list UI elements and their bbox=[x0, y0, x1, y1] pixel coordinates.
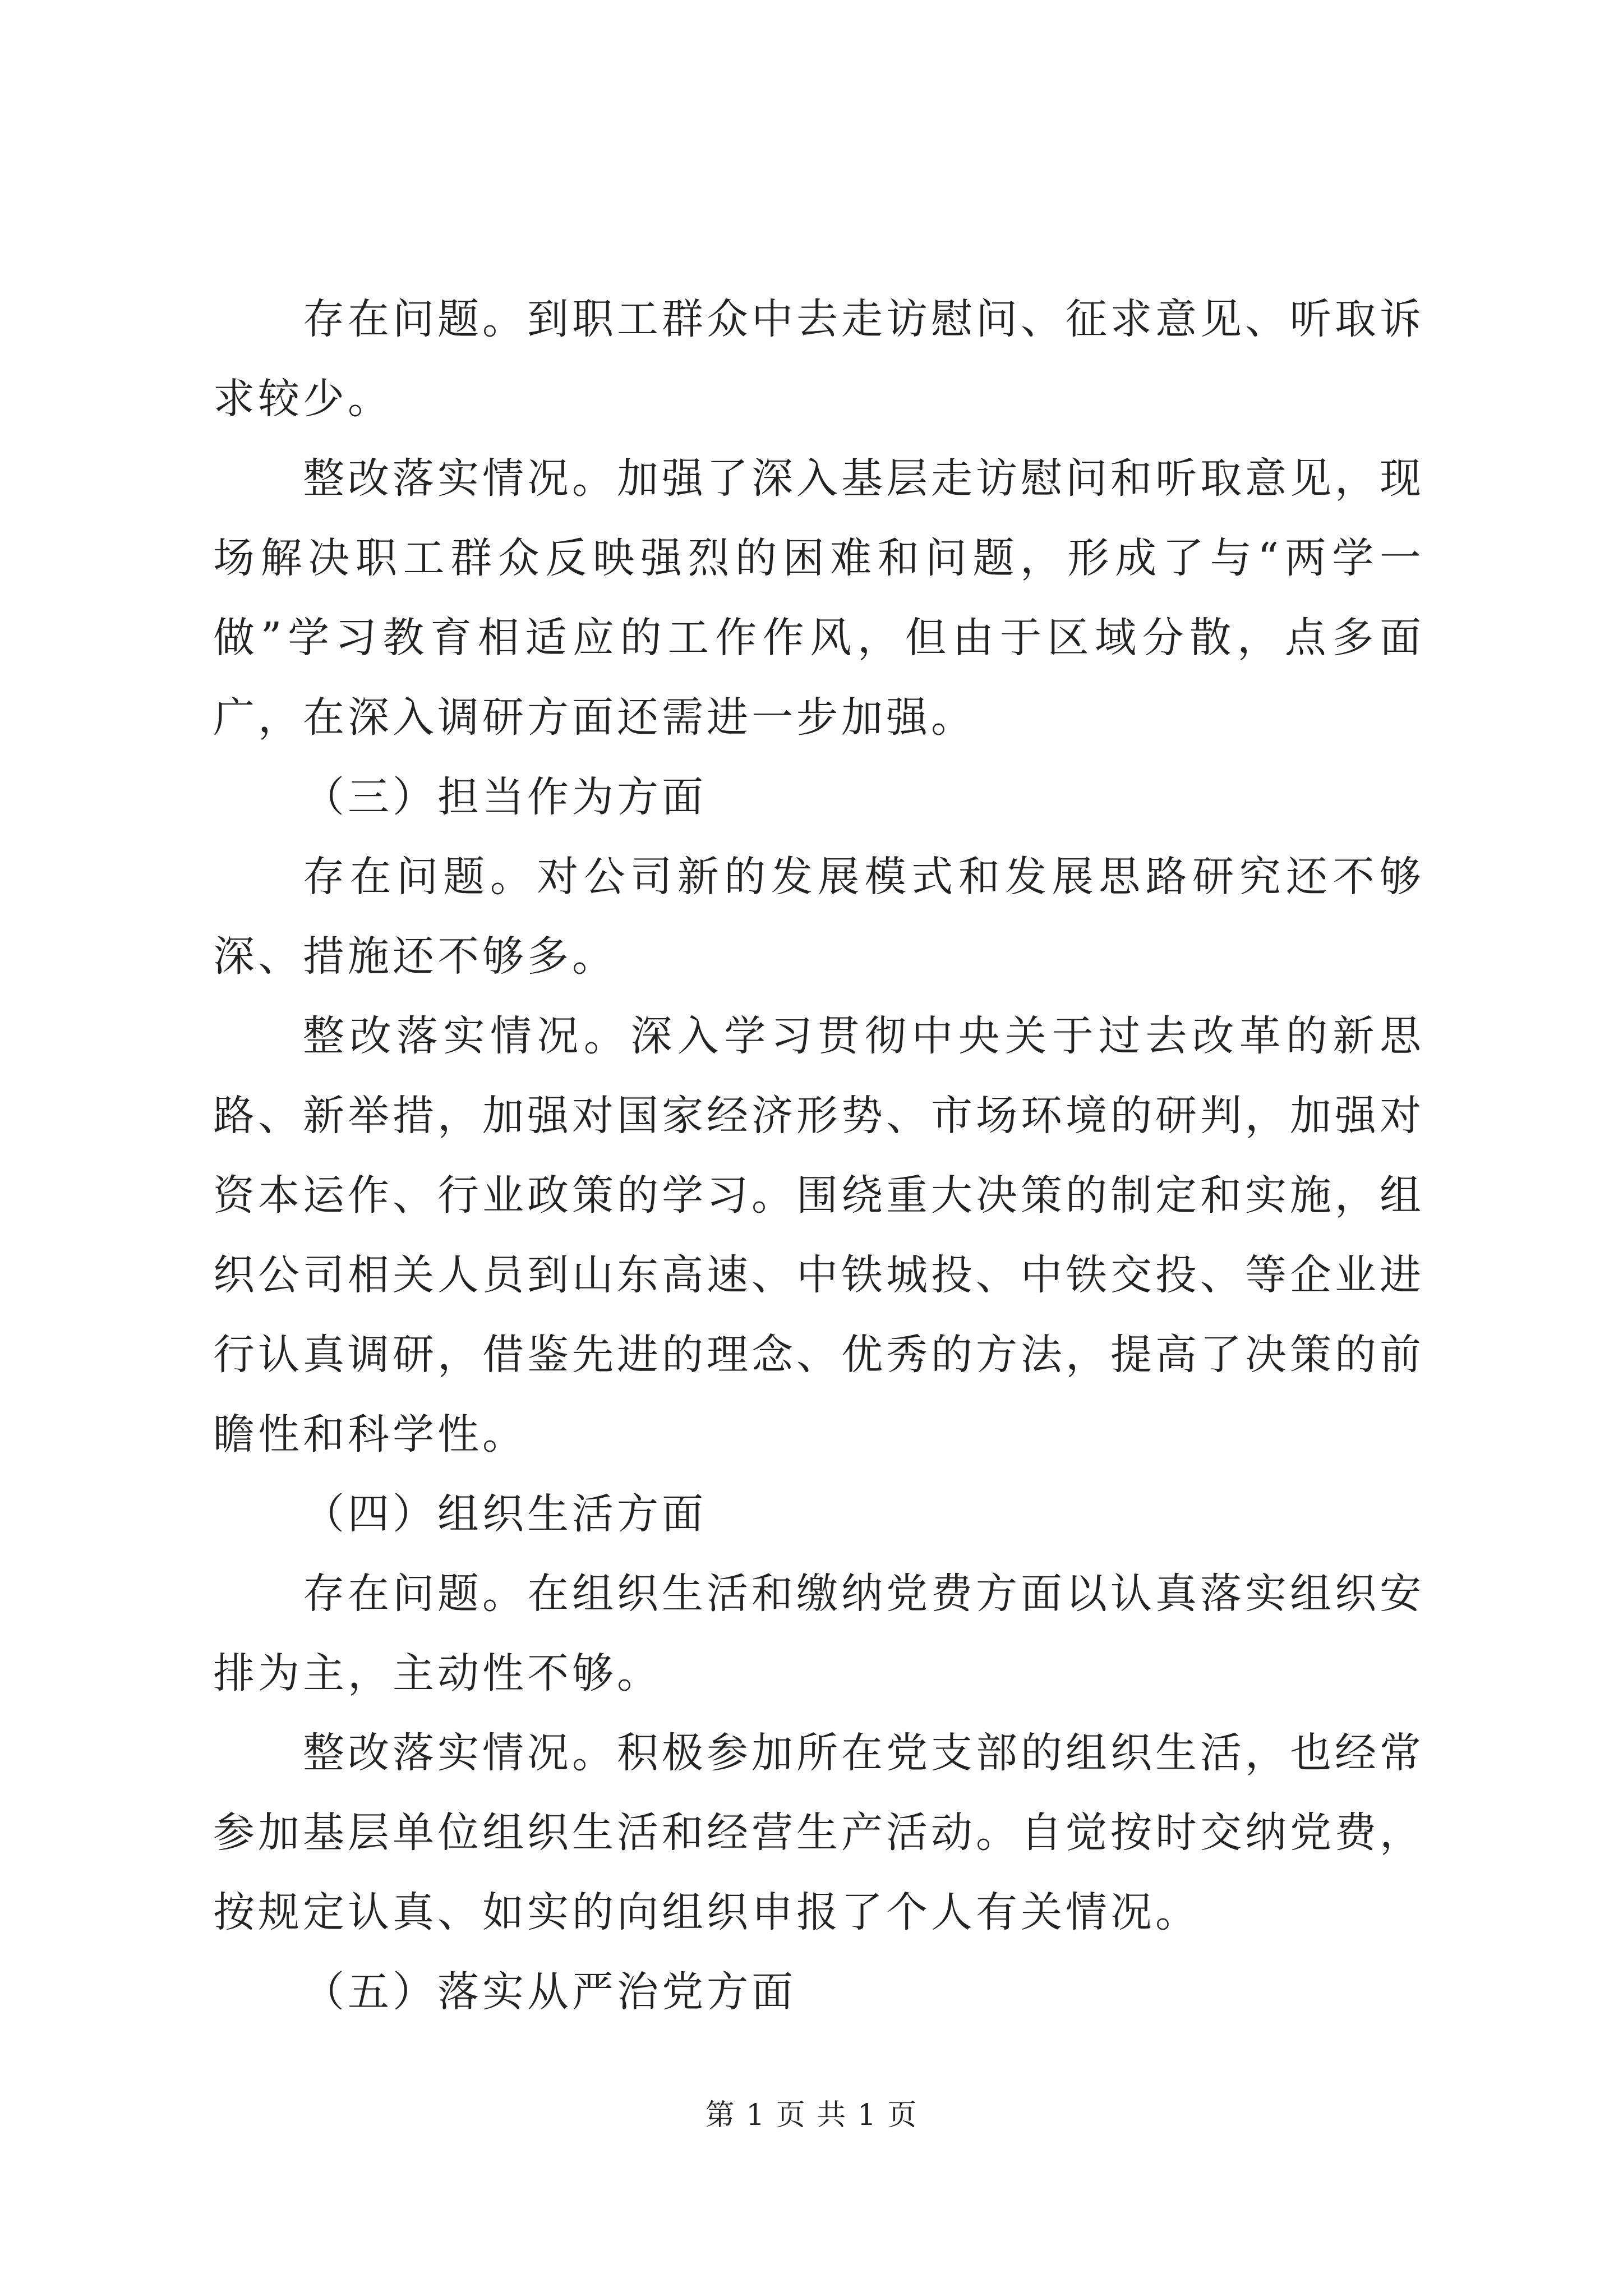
section-heading-5: （五）落实从严治党方面 bbox=[303, 1968, 796, 2016]
section-heading-4: （四）组织生活方面 bbox=[303, 1490, 707, 1538]
page-number-footer: 第 1 页 共 1 页 bbox=[705, 2099, 918, 2132]
paragraph-problem-3: 存在问题。对公司新的发展模式和发展思路研究还不够深、措施还不够多。 bbox=[213, 853, 1424, 981]
paragraph-problem-4: 存在问题。在组织生活和缴纳党费方面以认真落实组织安排为主，主动性不够。 bbox=[213, 1570, 1424, 1697]
paragraph-rectification-3: 整改落实情况。深入学习贯彻中央关于过去改革的新思路、新举措，加强对国家经济形势、市场环境的研判，加强对资本运作、行业政策的学习。围绕重大决策的制定和实施，组织公司相关人员到山东高速、中铁城投、中铁交投、等企业进行认真调研，借鉴先进的理念、优秀的方法，提高了决策的前瞻性和科学性。 bbox=[213, 1012, 1424, 1458]
paragraph-rectification-4: 整改落实情况。积极参加所在党支部的组织生活，也经常参加基层单位组织生活和经营生产活动。自觉按时交纳党费，按规定认真、如实的向组织申报了个人有关情况。 bbox=[213, 1729, 1424, 1936]
paragraph-problem-1: 存在问题。到职工群众中去走访慰问、征求意见、听取诉求较少。 bbox=[213, 295, 1424, 423]
paragraph-rectification-1: 整改落实情况。加强了深入基层走访慰问和听取意见，现场解决职工群众反映强烈的困难和问题，形成了与“两学一做”学习教育相适应的工作作风，但由于区域分散，点多面广，在深入调研方面还需进一步加强。 bbox=[213, 454, 1424, 742]
section-heading-3: （三）担当作为方面 bbox=[303, 773, 707, 821]
document-body bbox=[213, 279, 1424, 2032]
